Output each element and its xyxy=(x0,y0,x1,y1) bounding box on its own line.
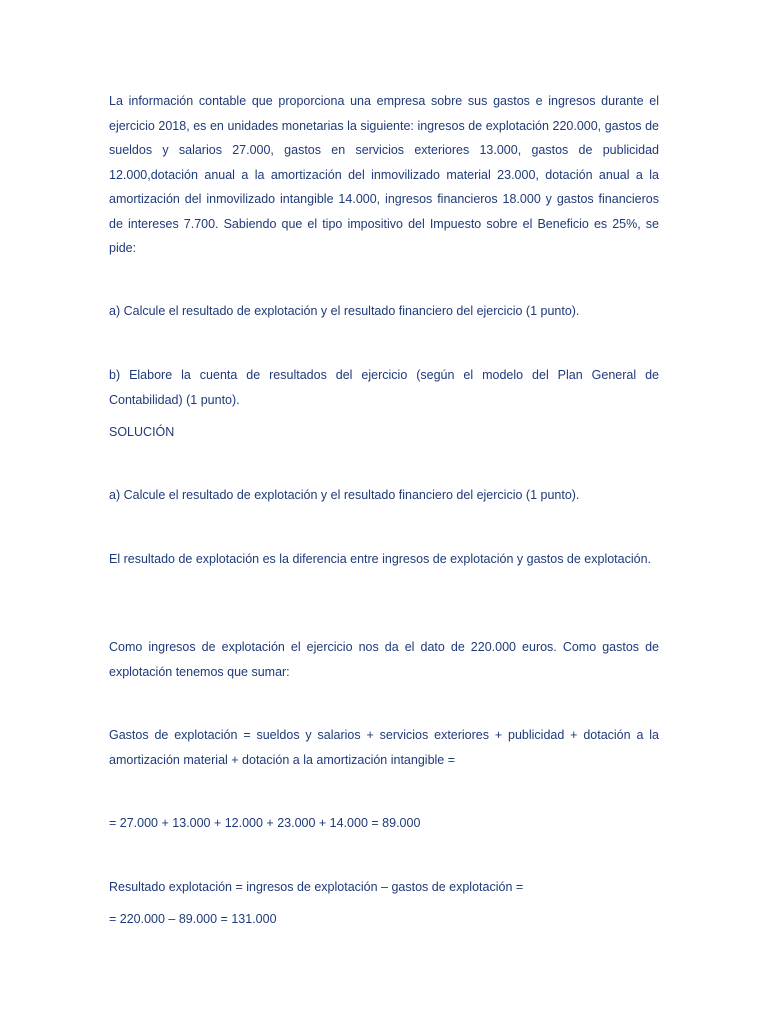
income-paragraph: Como ingresos de explotación el ejercicio nos da el dato de 220.000 euros. Como gastos de explotación tenemos que sumar: xyxy=(109,640,659,679)
expenses-formula-paragraph: Gastos de explotación = sueldos y salarios + servicios exteriores + publicidad + dotación a la amortización material + dotación a la amortización intangible = xyxy=(109,728,659,767)
question-b: b) Elabore la cuenta de resultados del ejercicio (según el modelo del Plan General de Contabilidad) (1 punto). xyxy=(109,368,659,407)
intro-paragraph: La información contable que proporciona una empresa sobre sus gastos e ingresos durante el ejercicio 2018, es en unidades monetarias la siguiente: ingresos de explotación 220.000, gastos de sueldos y salarios 27.000, gastos en servicios exteriores 13.000, gastos de publicidad 12.000,dotación anual a la amortización del inmovilizado material 23.000, dotación anual a la amortización del inmovilizado intangible 14.000, ingresos financieros 18.000 y gastos financieros de intereses 7.700. Sabiendo que el tipo impositivo del Impuesto sobre el Beneficio es 25%, se pide: xyxy=(109,94,659,255)
result-formula: Resultado explotación = ingresos de explotación – gastos de explotación = xyxy=(109,880,524,894)
result-calculation: = 220.000 – 89.000 = 131.000 xyxy=(109,912,277,926)
expenses-calculation: = 27.000 + 13.000 + 12.000 + 23.000 + 14.000 = 89.000 xyxy=(109,816,421,830)
solution-question-a: a) Calcule el resultado de explotación y el resultado financiero del ejercicio (1 punto). xyxy=(109,488,580,502)
question-a: a) Calcule el resultado de explotación y el resultado financiero del ejercicio (1 punto). xyxy=(109,304,580,318)
solution-heading: SOLUCIÓN xyxy=(109,425,175,439)
result-definition-paragraph: El resultado de explotación es la diferencia entre ingresos de explotación y gastos de explotación. xyxy=(109,552,652,566)
